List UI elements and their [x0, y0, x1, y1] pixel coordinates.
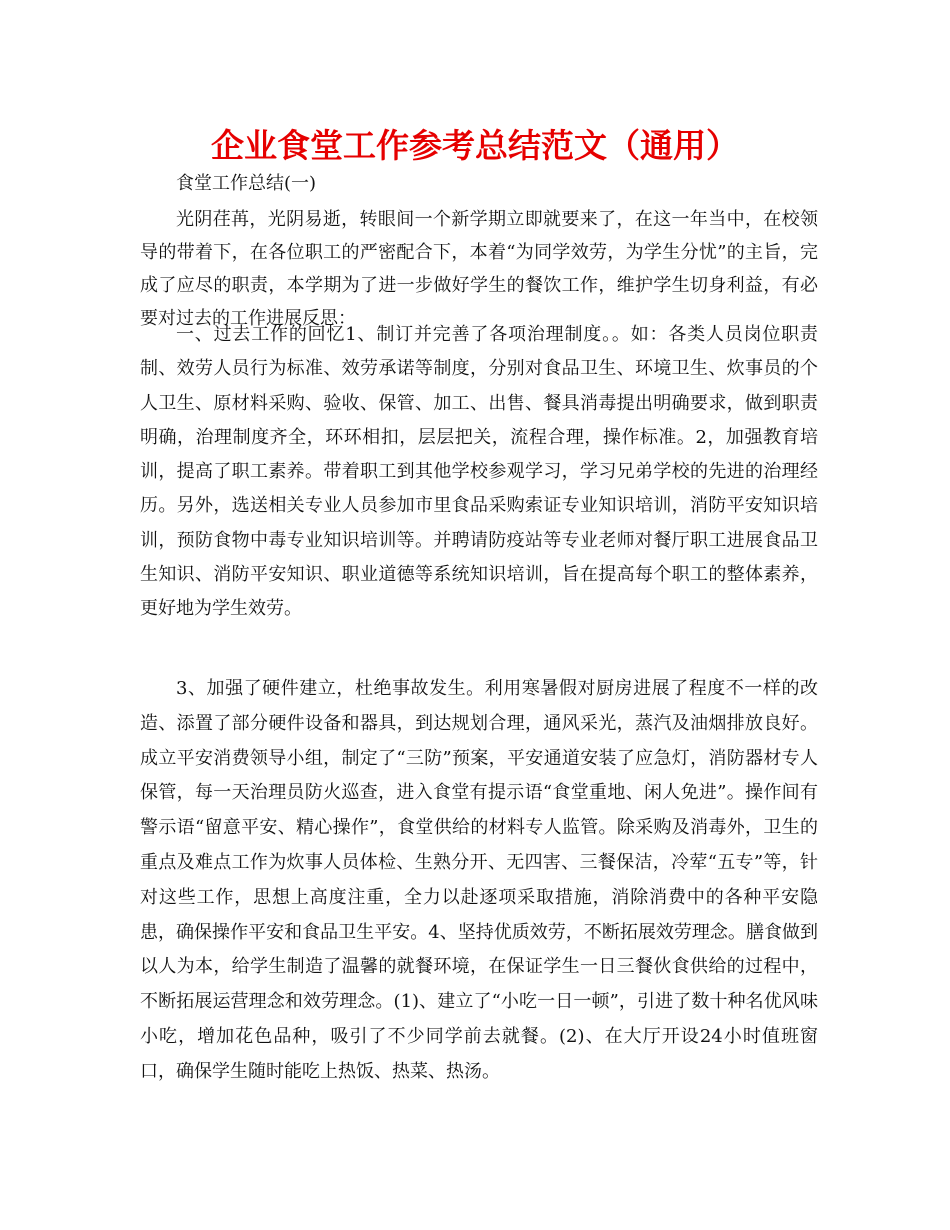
- paragraph-intro: 光阴荏苒，光阴易逝，转眼间一个新学期立即就要来了，在这一年当中，在校领导的带着下，在各位职工的严密配合下，本着“为同学效劳，为学生分忧”的主旨，完成了应尽的职责，本学期为了进一步做好学生的餐饮工作，维护学生切身利益，有必要对过去的工作进展反思：: [140, 209, 818, 329]
- document-title: 企业食堂工作参考总结范文（通用）: [211, 126, 739, 165]
- section-heading: 食堂工作总结(一): [176, 173, 317, 194]
- paragraph-review: 一、过去工作的回忆1、制订并完善了各项治理制度。。如：各类人员岗位职责制、效劳人员行为标准、效劳承诺等制度，分别对食品卫生、环境卫生、炊事员的个人卫生、原材料采购、验收、保管、加工、出售、餐具消毒提出明确要求，做到职责明确，治理制度齐全，环环相扣，层层把关，流程合理，操作标准。2，加强教育培训，提高了职工素养。带着职工到其他学校参观学习，学习兄弟学校的先进的治理经历。另外，选送相关专业人员参加市里食品采购索证专业知识培训，消防平安知识培训，预防食物中毒专业知识培训等。并聘请防疫站等专业老师对餐厅职工进展食品卫生知识、消防平安知识、职业道德等系统知识培训，旨在提高每个职工的整体素养，更好地为学生效劳。: [140, 324, 818, 620]
- paragraph-hardware: 3、加强了硬件建立，杜绝事故发生。利用寒暑假对厨房进展了程度不一样的改造、添置了部分硬件设备和器具，到达规划合理，通风采光，蒸汽及油烟排放良好。成立平安消费领导小组，制定了“三防”预案，平安通道安装了应急灯，消防器材专人保管，每一天治理员防火巡查，进入食堂有提示语“食堂重地、闲人免进”。操作间有警示语“留意平安、精心操作”，食堂供给的材料专人监管。除采购及消毒外，卫生的重点及难点工作为炊事人员体检、生熟分开、无四害、三餐保洁，冷荤“五专”等，针对这些工作，思想上高度注重，全力以赴逐项采取措施，消除消费中的各种平安隐患，确保操作平安和食品卫生平安。4、坚持优质效劳，不断拓展效劳理念。膳食做到以人为本，给学生制造了温馨的就餐环境，在保证学生一日三餐伙食供给的过程中，不断拓展运营理念和效劳理念。(1)、建立了“小吃一日一顿”，引进了数十种名优风味小吃，增加花色品种，吸引了不少同学前去就餐。(2)、在大厅开设24小时值班窗口，确保学生随时能吃上热饭、热菜、热汤。: [140, 678, 818, 1082]
